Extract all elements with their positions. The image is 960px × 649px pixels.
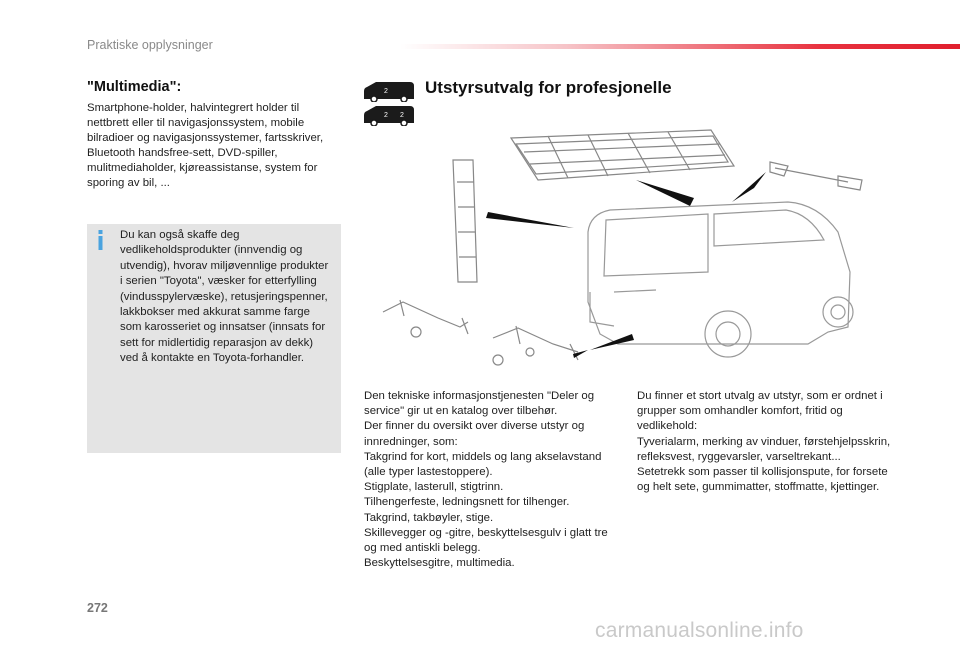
roof-bar — [770, 162, 862, 190]
text-column-1 — [364, 389, 612, 571]
col1-paragraph: Takgrind, takbøyler, stige. — [364, 511, 494, 524]
svg-text:2: 2 — [384, 112, 388, 119]
col2-paragraph: Tyverialarm, merking av vinduer, førstehjelpsskrin, refleksvest, ryggevarsler, varseltrekant... — [637, 435, 891, 463]
info-icon — [96, 230, 105, 250]
col1-paragraph: Skillevegger og -gitre, beskyttelsesgulv i glatt tre og med antiskli belegg. — [364, 526, 608, 555]
van-body — [588, 202, 853, 357]
section-header: Praktiske opplysninger — [87, 38, 213, 52]
col1-paragraph: Stigplate, lasterull, stigtrinn. — [364, 481, 504, 494]
watermark: carmanualsonline.info — [595, 619, 804, 642]
towbar-2 — [493, 326, 578, 365]
svg-text:2: 2 — [400, 112, 404, 119]
page-number: 272 — [87, 601, 108, 615]
col1-paragraph: Der finner du oversikt over diverse utstyr og innredninger, som: — [364, 420, 585, 448]
header-accent-line — [400, 44, 960, 49]
col1-paragraph: Beskyttelsesgitre, multimedia. — [364, 557, 515, 570]
accessories-illustration — [378, 122, 878, 367]
roof-rack — [511, 130, 734, 180]
multimedia-body: Smartphone-holder, halvintegrert holder til nettbrett eller til navigasjonssystem, mobile bilradioer og navigasjonssystemer, fartsskriver, Bluetooth handsfree-sett, DVD-spiller, mulitmediaholder, kjøreassistanse, system for sporing av bil, ... — [87, 102, 324, 189]
towbar-1 — [383, 300, 468, 337]
col2-paragraph: Setetrekk som passer til kollisjonspute, for forsete og helt sete, gummimatter, stoffmatte, kjettinger. — [637, 466, 888, 494]
professional-heading: Utstyrsutvalg for profesjonelle — [425, 78, 672, 97]
svg-text:2: 2 — [384, 88, 388, 95]
col1-paragraph: Den tekniske informasjonstjenesten "Deler og service" gir ut en katalog over tilbehør. — [364, 390, 595, 418]
col1-paragraph: Takgrind for kort, middels og lang akselavstand (alle typer lastestoppere). — [364, 450, 602, 479]
col1-paragraph: Tilhengerfeste, ledningsnett for tilhenger. — [364, 496, 570, 509]
info-text: Du kan også skaffe deg vedlikeholdsprodukter (innvendig og utvendig), hvorav miljøvennlige produkter i serien "Toyota", væsker for etterfylling (vindusspylervæske), retusjeringspenner, lakkbokser med akkurat samme farge som karosseriet og innsatser (innsats for sett for midlertidig reparasjon av dekk) ved å kontakte en Toyota-forhandler. — [120, 229, 329, 365]
ladder — [453, 160, 477, 282]
multimedia-heading: "Multimedia": — [87, 79, 182, 95]
col2-paragraph: Du finner et stort utvalg av utstyr, som er ordnet i grupper som omhandler komfort, fritid og vedlikehold: — [637, 390, 883, 433]
text-column-2 — [637, 389, 897, 495]
van-1-icon — [362, 80, 416, 102]
